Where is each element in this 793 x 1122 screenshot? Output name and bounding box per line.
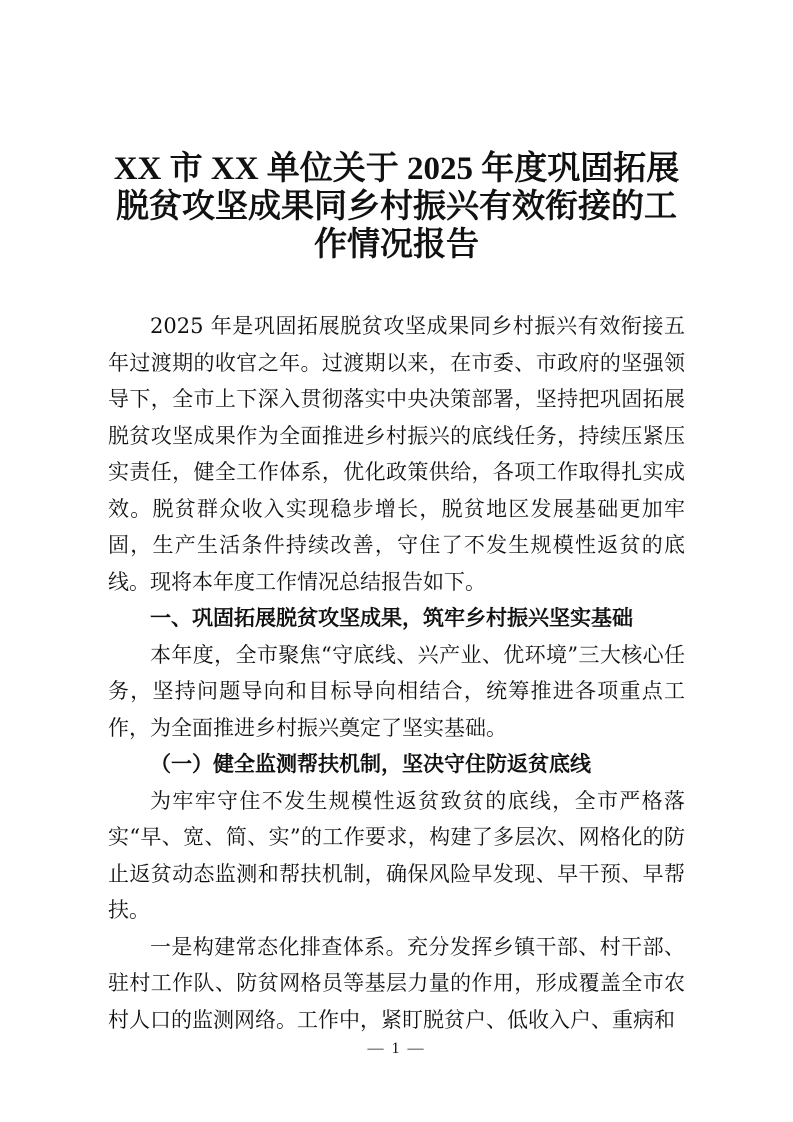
subsection-heading: （一）健全监测帮扶机制，坚决守住防返贫底线: [150, 751, 591, 776]
point-one-paragraph: [108, 929, 685, 1039]
subsection-paragraph: 为牢牢守住不发生规模性返贫致贫的底线，全市严格落实“早、宽、简、实”的工作要求，构建了多层次、网格化的防止返贫动态监测和帮扶机制，确保风险早发现、早干预、早帮扶。: [108, 788, 685, 922]
intro-paragraph: 2025 年是巩固拓展脱贫攻坚成果同乡村振兴有效衔接五年过渡期的收官之年。过渡期以来，在市委、市政府的坚强领导下，全市上下深入贯彻落实中央决策部署，坚持把巩固拓展脱贫攻坚成果作为全面推进乡村振兴的底线任务，持续压紧压实责任，健全工作体系，优化政策供给，各项工作取得扎实成效。脱贫群众收入实现稳步增长，脱贫地区发展基础更加牢固，生产生活条件持续改善，守住了不发生规模性返贫的底线。现将本年度工作情况总结报告如下。: [108, 314, 685, 594]
section-intro-paragraph: 本年度，全市聚焦“守底线、兴产业、优环境”三大核心任务，坚持问题导向和目标导向相结合，统筹推进各项重点工作，为全面推进乡村振兴奠定了坚实基础。: [108, 642, 685, 740]
document-title: XX 市 XX 单位关于 2025 年度巩固拓展脱贫攻坚成果同乡村振兴有效衔接的工作情况报告: [113, 151, 680, 263]
section-heading: 一、巩固拓展脱贫攻坚成果，筑牢乡村振兴坚实基础: [150, 605, 633, 630]
document-body: [108, 308, 685, 1038]
page-number: — 1 —: [367, 1040, 426, 1057]
point-one-text: 一是构建常态化排查体系。充分发挥乡镇干部、村干部、驻村工作队、防贫网格员等基层力量的作用，形成覆盖全市农村人口的监测网络。工作中，紧盯脱贫户、低收入户、重病和: [108, 934, 685, 1032]
